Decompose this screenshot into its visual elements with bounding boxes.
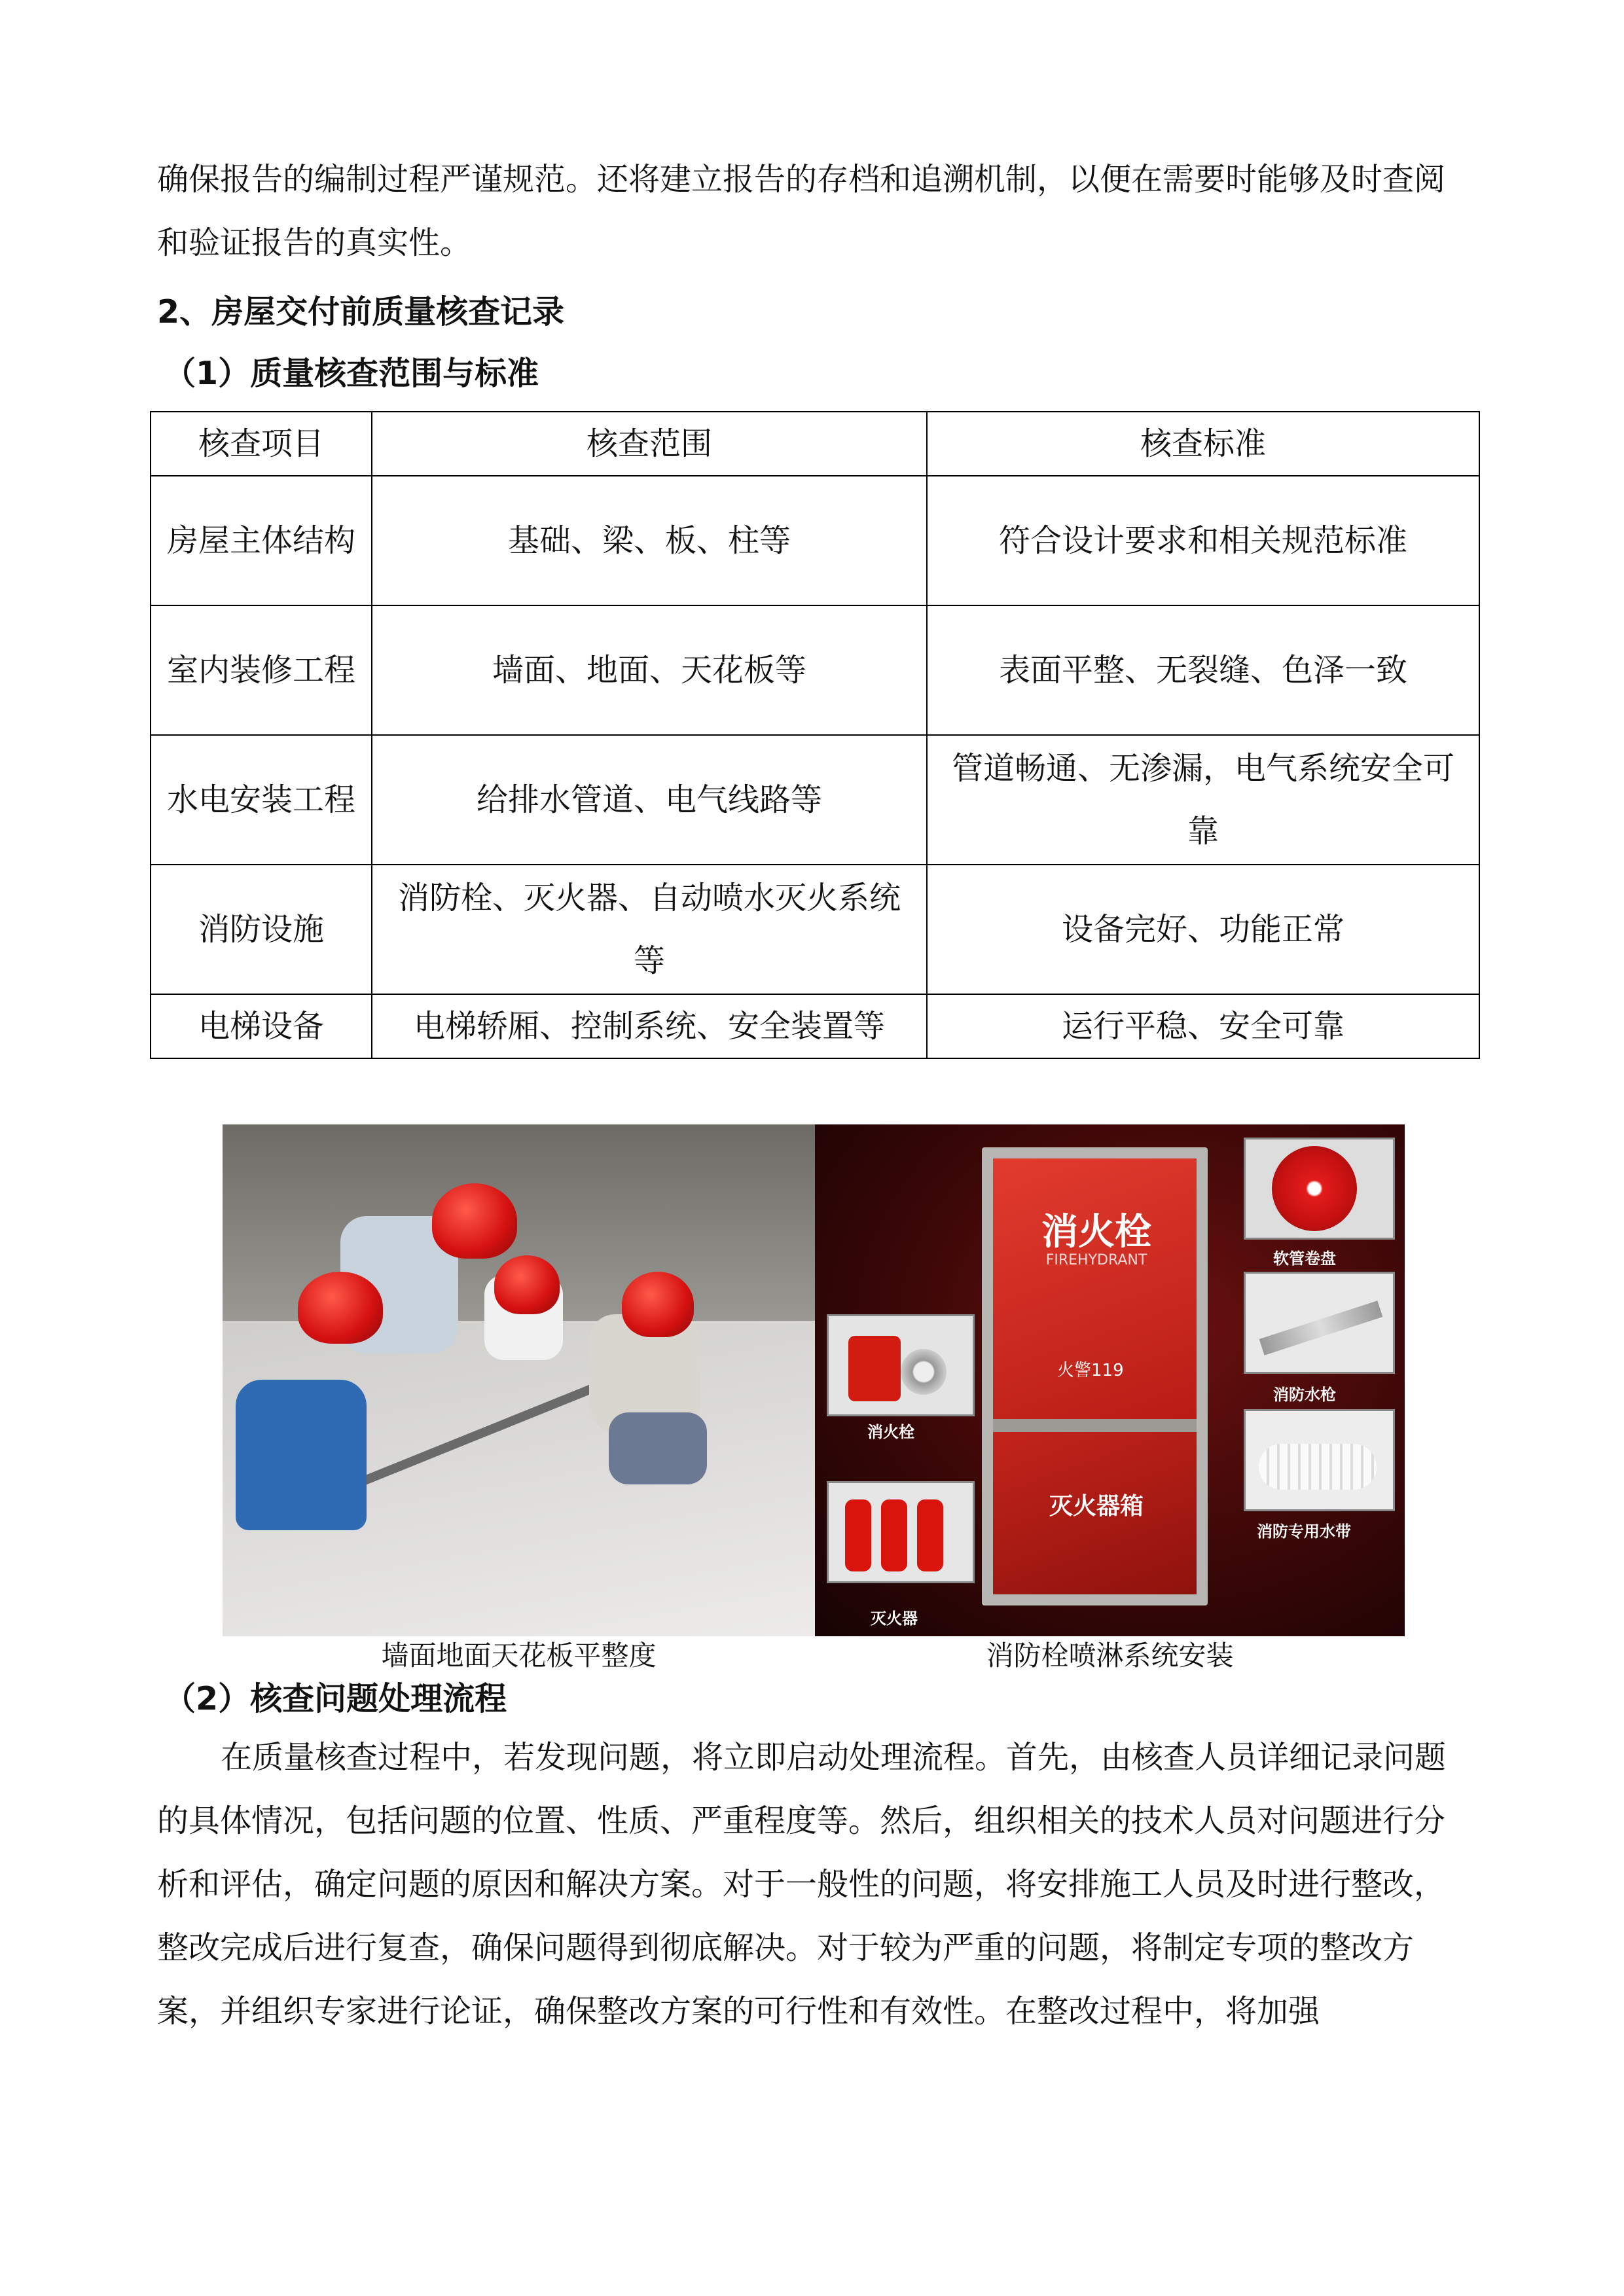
table-cell: 给排水管道、电气线路等 — [372, 735, 927, 865]
table-row — [151, 605, 1479, 735]
table-cell: 电梯轿厢、控制系统、安全装置等 — [372, 994, 927, 1058]
table-cell: 水电安装工程 — [151, 735, 372, 865]
cabinet-title-en: FIREHYDRANT — [1045, 1252, 1147, 1268]
callout-hose-reel: 软管卷盘 — [1273, 1249, 1336, 1268]
table-cell: 室内装修工程 — [151, 605, 372, 735]
table-header-row — [151, 412, 1479, 476]
hard-hat — [298, 1272, 383, 1344]
right-figure-caption: 消防栓喷淋系统安装 — [986, 1640, 1234, 1672]
sub-heading-process: （2）核查问题处理流程 — [164, 1680, 507, 1717]
table-row — [151, 735, 1479, 865]
hose-reel-icon — [1272, 1146, 1357, 1231]
hard-hat — [622, 1272, 694, 1337]
left-figure-caption: 墙面地面天花板平整度 — [381, 1640, 657, 1672]
section-heading: 2、房屋交付前质量核查记录 — [157, 293, 565, 331]
callout-nozzle: 消防水枪 — [1273, 1386, 1336, 1404]
table-header-cell: 核查项目 — [151, 412, 372, 476]
callout-extinguisher: 灭火器 — [871, 1609, 918, 1628]
fire-hose-icon — [1259, 1444, 1377, 1490]
table-cell: 符合设计要求和相关规范标准 — [927, 476, 1479, 605]
extinguisher-box-label: 灭火器箱 — [1049, 1492, 1144, 1520]
table-cell: 消防栓、灭火器、自动喷水灭火系统等 — [372, 865, 927, 994]
table-header-cell: 核查标准 — [927, 412, 1479, 476]
callout-hose: 消防专用水带 — [1257, 1522, 1351, 1541]
process-paragraph: 在质量核查过程中，若发现问题，将立即启动处理流程。首先，由核查人员详细记录问题的具体情况，包括问题的位置、性质、严重程度等。然后，组织相关的技术人员对问题进行分析和评估，确定问题的原因和解决方案。对于一般性的问题，将安排施工人员及时进行整改，整改完成后进行复查，确保问题得到彻底解决。对于较为严重的问题，将制定专项的整改方案，并组织专家进行论证，确保整改方案的可行性和有效性。在整改过程中，将加强 — [157, 1739, 1447, 2030]
quality-check-table — [150, 411, 1480, 1059]
table-cell: 房屋主体结构 — [151, 476, 372, 605]
figure-photos — [223, 1124, 1405, 1636]
nozzle-icon — [1259, 1300, 1383, 1355]
table-row — [151, 865, 1479, 994]
fire-hydrant-photo — [815, 1124, 1405, 1636]
table-cell: 电梯设备 — [151, 994, 372, 1058]
extinguisher-icon — [845, 1499, 871, 1571]
table-row — [151, 994, 1479, 1058]
table-cell: 基础、梁、板、柱等 — [372, 476, 927, 605]
table-cell: 表面平整、无裂缝、色泽一致 — [927, 605, 1479, 735]
hard-hat — [432, 1183, 517, 1259]
callout-hydrant: 消火栓 — [867, 1423, 914, 1441]
table-cell: 设备完好、功能正常 — [927, 865, 1479, 994]
sub-heading-scope: （1）质量核查范围与标准 — [164, 355, 539, 392]
table-cell: 运行平稳、安全可靠 — [927, 994, 1479, 1058]
hard-hat — [494, 1255, 560, 1314]
table-row — [151, 476, 1479, 605]
fire-alarm-phone: 火警119 — [1057, 1361, 1124, 1380]
table-cell: 管道畅通、无渗漏，电气系统安全可靠 — [927, 735, 1479, 865]
floor-inspection-photo — [223, 1124, 815, 1636]
hydrant-valve-icon — [848, 1336, 901, 1401]
intro-paragraph: 确保报告的编制过程严谨规范。还将建立报告的存档和追溯机制，以便在需要时能够及时查阅和验证报告的真实性。 — [157, 161, 1446, 261]
table-cell: 消防设施 — [151, 865, 372, 994]
cabinet-title: 消火栓 — [1041, 1210, 1151, 1253]
table-cell: 墙面、地面、天花板等 — [372, 605, 927, 735]
table-header-cell: 核查范围 — [372, 412, 927, 476]
